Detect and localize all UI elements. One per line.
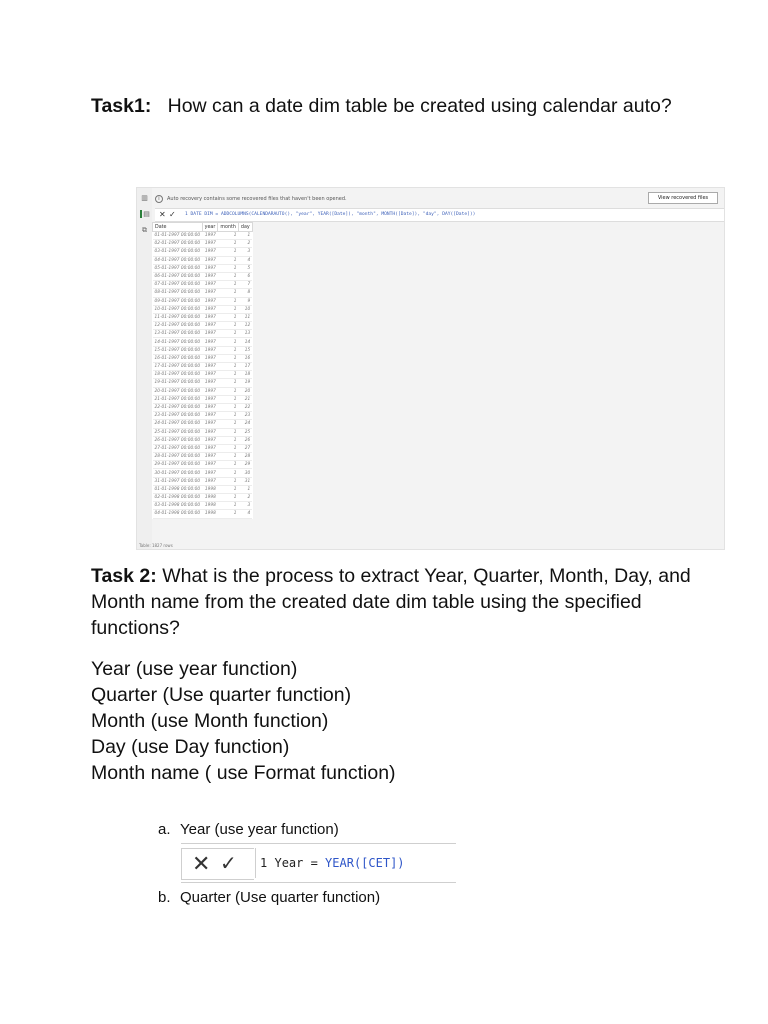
table-cell: 3 <box>238 248 252 256</box>
list-item: Year (use year function) <box>91 658 298 680</box>
table-cell: 10 <box>238 305 252 313</box>
table-cell: 25 <box>238 428 252 436</box>
table-row <box>153 297 253 305</box>
table-cell: 1997 <box>202 289 218 297</box>
table-cell: 1997 <box>202 428 218 436</box>
view-sidebar <box>137 188 152 549</box>
table-cell: 1997 <box>202 313 218 321</box>
table-cell: 1997 <box>202 272 218 280</box>
table-cell: 16 <box>238 354 252 362</box>
task2-question: What is the process to extract Year, Quarter, Month, Day, and Month name from the created date dim table using the specified functions? <box>91 565 691 639</box>
table-cell: 1997 <box>202 412 218 420</box>
table-cell: 1 <box>218 379 239 387</box>
table-row <box>153 387 253 395</box>
table-cell: 11 <box>238 313 252 321</box>
table-cell: 1 <box>218 313 239 321</box>
table-cell: 1997 <box>202 403 218 411</box>
table-row <box>153 256 253 264</box>
table-cell: 25-01-1997 00:00:00 <box>154 429 201 435</box>
table-cell: 4 <box>238 256 252 264</box>
table-cell: 1 <box>218 436 239 444</box>
table-cell: 29 <box>238 461 252 469</box>
data-view-icon[interactable]: ▤ <box>140 210 151 218</box>
column-header[interactable]: Date <box>153 223 203 232</box>
table-cell: 1998 <box>202 494 218 502</box>
table-cell: 17 <box>238 363 252 371</box>
table-row <box>153 289 253 297</box>
table-cell: 1 <box>218 510 239 518</box>
table-cell: 26 <box>238 436 252 444</box>
table-cell: 27 <box>238 444 252 452</box>
table-cell: 8 <box>238 289 252 297</box>
table-row <box>153 330 253 338</box>
table-cell: 1997 <box>202 264 218 272</box>
table-cell: 31 <box>238 477 252 485</box>
table-row <box>153 420 253 428</box>
year-formula-bar[interactable] <box>181 843 456 883</box>
table-cell: 9 <box>238 297 252 305</box>
formula-text[interactable]: 1 DATE DIM = ADDCOLUMNS(CALENDARAUTO(), "year", YEAR([Date]), "month", MONTH([Date]), "day", DAY([Date])) <box>185 212 476 217</box>
table-row <box>153 412 253 420</box>
table-cell: 6 <box>238 272 252 280</box>
table-cell: 1998 <box>202 510 218 518</box>
table-cell: 1997 <box>202 436 218 444</box>
table-cell: 1997 <box>202 371 218 379</box>
table-row <box>153 436 253 444</box>
table-row <box>153 240 253 248</box>
table-row <box>153 444 253 452</box>
formula-expression: YEAR([CET]) <box>325 856 405 870</box>
table-cell: 24-01-1997 00:00:00 <box>154 421 201 427</box>
view-recovered-files-button[interactable]: View recovered files <box>648 192 718 204</box>
table-row <box>153 281 253 289</box>
table-row <box>153 338 253 346</box>
table-cell: 23-01-1997 00:00:00 <box>154 413 201 419</box>
column-header[interactable]: year <box>202 223 218 232</box>
table-row <box>153 403 253 411</box>
formula-buttons <box>181 848 254 880</box>
table-cell: 24 <box>238 420 252 428</box>
table-row <box>153 469 253 477</box>
table-cell: 29-01-1997 00:00:00 <box>154 462 201 468</box>
table-row <box>153 322 253 330</box>
table-cell: 04-01-1997 00:00:00 <box>154 257 201 263</box>
table-cell: 1997 <box>202 363 218 371</box>
close-icon[interactable]: ✕ <box>159 210 166 219</box>
info-icon: i <box>155 195 163 203</box>
table-cell: 1 <box>218 371 239 379</box>
table-cell: 06-01-1997 00:00:00 <box>154 274 201 280</box>
table-row <box>153 248 253 256</box>
table-row <box>153 395 253 403</box>
table-cell: 01-01-1998 00:00:00 <box>154 486 201 492</box>
table-cell: 1 <box>218 322 239 330</box>
table-row <box>153 477 253 485</box>
list-item: Month (use Month function) <box>91 710 329 732</box>
table-cell: 02-01-1997 00:00:00 <box>154 241 201 247</box>
table-cell: 1997 <box>202 281 218 289</box>
table-cell: 15 <box>238 346 252 354</box>
table-cell: 1997 <box>202 330 218 338</box>
table-cell: 1 <box>218 502 239 510</box>
table-cell: 20-01-1997 00:00:00 <box>154 388 201 394</box>
data-table <box>152 222 253 519</box>
table-cell: 1 <box>218 240 239 248</box>
table-cell: 19-01-1997 00:00:00 <box>154 380 201 386</box>
table-cell: 1997 <box>202 232 218 240</box>
table-cell: 4 <box>238 510 252 518</box>
table-cell: 1 <box>218 420 239 428</box>
table-row <box>153 305 253 313</box>
formula-bar[interactable] <box>155 208 724 222</box>
list-item: Day (use Day function) <box>91 736 290 758</box>
table-cell: 09-01-1997 00:00:00 <box>154 298 201 304</box>
table-cell: 18-01-1997 00:00:00 <box>154 372 201 378</box>
sub-item-marker: b. <box>158 889 171 906</box>
column-header[interactable]: month <box>218 223 239 232</box>
table-cell: 1997 <box>202 248 218 256</box>
table-row <box>153 494 253 502</box>
table-cell: 1 <box>218 297 239 305</box>
functions-list <box>91 656 396 786</box>
table-cell: 18 <box>238 371 252 379</box>
table-cell: 08-01-1997 00:00:00 <box>154 290 201 296</box>
line-number: 1 <box>260 856 268 870</box>
recovery-notice <box>155 193 724 205</box>
table-cell: 31-01-1997 00:00:00 <box>154 478 201 484</box>
table-cell: 1 <box>218 281 239 289</box>
table-cell: 21-01-1997 00:00:00 <box>154 396 201 402</box>
table-row <box>153 354 253 362</box>
task1-label: Task1: <box>91 95 152 117</box>
table-cell: 21 <box>238 395 252 403</box>
table-cell: 02-01-1998 00:00:00 <box>154 495 201 501</box>
table-cell: 1 <box>218 248 239 256</box>
table-cell: 1 <box>218 461 239 469</box>
task2-paragraph <box>91 563 691 641</box>
column-header[interactable]: day <box>238 223 252 232</box>
table-cell: 1998 <box>202 502 218 510</box>
table-cell: 2 <box>238 240 252 248</box>
table-row <box>153 502 253 510</box>
table-cell: 07-01-1997 00:00:00 <box>154 282 201 288</box>
table-cell: 20 <box>238 387 252 395</box>
sub-item-marker: a. <box>158 821 171 838</box>
table-cell: 1997 <box>202 420 218 428</box>
table-row <box>153 272 253 280</box>
table-cell: 1997 <box>202 240 218 248</box>
table-cell: 1997 <box>202 469 218 477</box>
table-cell: 1 <box>218 346 239 354</box>
table-cell: 1997 <box>202 322 218 330</box>
task1-paragraph <box>91 93 691 119</box>
table-cell: 12 <box>238 322 252 330</box>
table-cell: 14-01-1997 00:00:00 <box>154 339 201 345</box>
table-cell: 1 <box>218 494 239 502</box>
table-cell: 1 <box>218 330 239 338</box>
formula-code[interactable] <box>255 848 456 878</box>
table-cell: 1 <box>238 485 252 493</box>
task2-label: Task 2: <box>91 565 157 587</box>
table-cell: 1 <box>218 387 239 395</box>
table-cell: 1997 <box>202 305 218 313</box>
table-cell: 27-01-1997 00:00:00 <box>154 445 201 451</box>
table-row <box>153 363 253 371</box>
table-cell: 1997 <box>202 354 218 362</box>
sub-item-text: Quarter (Use quarter function) <box>180 889 381 906</box>
table-cell: 17-01-1997 00:00:00 <box>154 364 201 370</box>
table-row <box>153 232 253 240</box>
table-cell: 04-01-1998 00:00:00 <box>154 511 201 517</box>
table-cell: 1 <box>218 453 239 461</box>
table-cell: 1 <box>218 272 239 280</box>
report-view-icon[interactable]: ▥ <box>141 194 148 202</box>
table-cell: 1 <box>218 354 239 362</box>
measure-name: Year = <box>274 856 326 870</box>
table-row <box>153 453 253 461</box>
table-cell: 13-01-1997 00:00:00 <box>154 331 201 337</box>
table-row <box>153 461 253 469</box>
table-cell: 1 <box>218 289 239 297</box>
table-cell: 1998 <box>202 485 218 493</box>
table-cell: 11-01-1997 00:00:00 <box>154 314 201 320</box>
list-item: Quarter (Use quarter function) <box>91 684 352 706</box>
table-cell: 1 <box>218 256 239 264</box>
table-cell: 1 <box>218 403 239 411</box>
check-icon[interactable]: ✓ <box>220 853 237 875</box>
sub-item-text: Year (use year function) <box>180 821 339 838</box>
sub-item-b <box>158 888 380 908</box>
table-cell: 1997 <box>202 453 218 461</box>
table-cell: 1 <box>218 477 239 485</box>
table-cell: 1 <box>218 305 239 313</box>
table-cell: 22 <box>238 403 252 411</box>
close-icon[interactable]: ✕ <box>192 851 211 876</box>
table-cell: 5 <box>238 264 252 272</box>
recovery-notice-text: Auto recovery contains some recovered files that haven't been opened. <box>167 196 347 202</box>
table-cell: 2 <box>238 494 252 502</box>
table-cell: 1997 <box>202 387 218 395</box>
table-cell: 12-01-1997 00:00:00 <box>154 323 201 329</box>
table-cell: 3 <box>238 502 252 510</box>
table-cell: 03-01-1998 00:00:00 <box>154 503 201 509</box>
table-cell: 1997 <box>202 297 218 305</box>
table-cell: 1 <box>218 412 239 420</box>
table-cell: 1997 <box>202 461 218 469</box>
table-row <box>153 313 253 321</box>
table-cell: 1 <box>218 469 239 477</box>
table-cell: 1 <box>238 232 252 240</box>
table-cell: 03-01-1997 00:00:00 <box>154 249 201 255</box>
date-dim-table-screenshot <box>136 187 725 550</box>
table-cell: 22-01-1997 00:00:00 <box>154 405 201 411</box>
table-cell: 26-01-1997 00:00:00 <box>154 437 201 443</box>
table-cell: 23 <box>238 412 252 420</box>
status-bar: Table: 1827 rows <box>139 543 173 548</box>
table-row <box>153 485 253 493</box>
table-cell: 1997 <box>202 379 218 387</box>
table-cell: 1997 <box>202 444 218 452</box>
table-row <box>153 264 253 272</box>
model-view-icon[interactable]: ⧉ <box>142 226 147 234</box>
table-cell: 14 <box>238 338 252 346</box>
table-cell: 1 <box>218 338 239 346</box>
table-cell: 1997 <box>202 395 218 403</box>
table-row <box>153 510 253 518</box>
table-cell: 30 <box>238 469 252 477</box>
table-cell: 1 <box>218 485 239 493</box>
table-cell: 1997 <box>202 477 218 485</box>
table-cell: 1997 <box>202 346 218 354</box>
table-cell: 15-01-1997 00:00:00 <box>154 347 201 353</box>
table-cell: 05-01-1997 00:00:00 <box>154 265 201 271</box>
list-item: Month name ( use Format function) <box>91 762 396 784</box>
table-cell: 1997 <box>202 256 218 264</box>
task1-question: How can a date dim table be created using calendar auto? <box>167 95 672 117</box>
table-cell: 1 <box>218 232 239 240</box>
table-cell: 19 <box>238 379 252 387</box>
table-cell: 10-01-1997 00:00:00 <box>154 306 201 312</box>
table-cell: 1 <box>218 395 239 403</box>
table-cell: 28-01-1997 00:00:00 <box>154 454 201 460</box>
table-cell: 1 <box>218 363 239 371</box>
table-cell: 7 <box>238 281 252 289</box>
table-row <box>153 379 253 387</box>
table-cell: 30-01-1997 00:00:00 <box>154 470 201 476</box>
table-cell: 1 <box>218 264 239 272</box>
table-cell: 1997 <box>202 338 218 346</box>
check-icon[interactable]: ✓ <box>169 210 176 219</box>
table-cell: 1 <box>218 444 239 452</box>
table-cell: 13 <box>238 330 252 338</box>
table-cell: 16-01-1997 00:00:00 <box>154 355 201 361</box>
table-row <box>153 428 253 436</box>
table-row <box>153 371 253 379</box>
sub-item-a <box>158 820 339 840</box>
table-cell: 1 <box>218 428 239 436</box>
table-cell: 28 <box>238 453 252 461</box>
table-row <box>153 346 253 354</box>
table-cell: 01-01-1997 00:00:00 <box>154 233 201 239</box>
